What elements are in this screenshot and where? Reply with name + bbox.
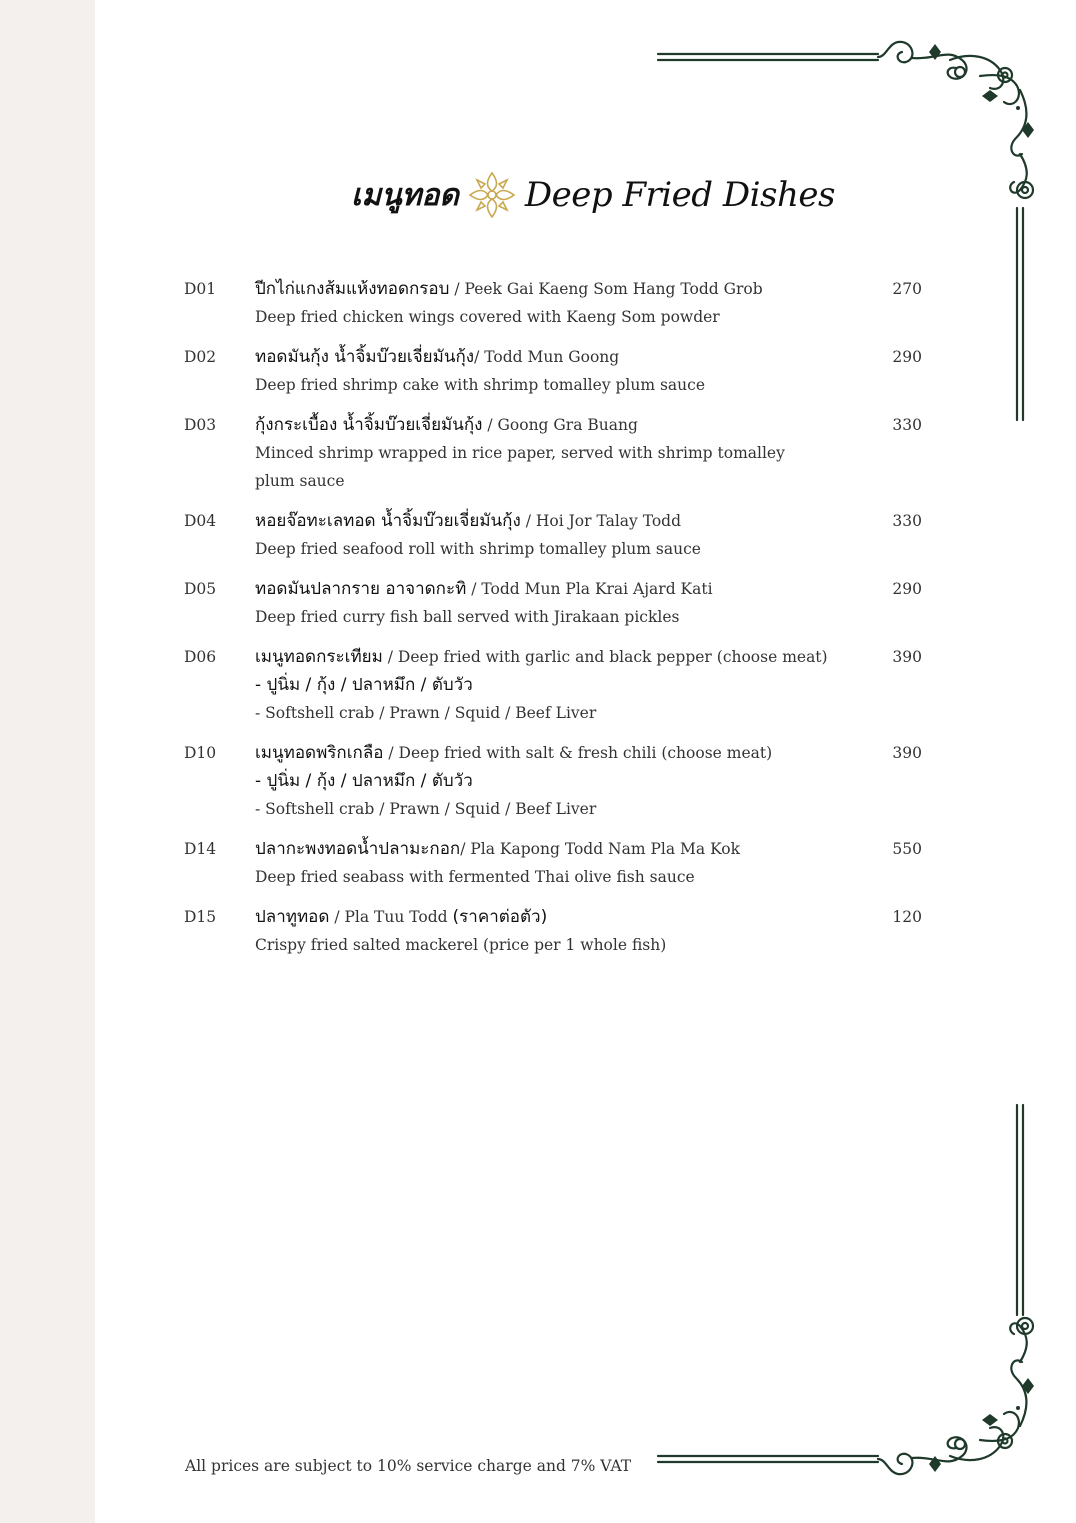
item-name: / Goong Gra Buang bbox=[482, 416, 638, 434]
menu-item bbox=[184, 343, 944, 401]
item-thai-name: กุ้งกระเบื้อง น้ำจิ้มบ๊วยเจี่ยมันกุ้ง bbox=[255, 415, 483, 435]
item-name: / Pla Kapong Todd Nam Pla Ma Kok bbox=[460, 840, 740, 858]
item-price: 390 bbox=[892, 744, 922, 762]
item-thai-options: - ปูนิ่ม / กุ้ง / ปลาหมึก / ตับวัว bbox=[255, 771, 473, 791]
item-description: Deep fried curry fish ball served with Jirakaan pickles bbox=[255, 608, 680, 626]
item-price: 270 bbox=[892, 280, 922, 298]
menu-item bbox=[184, 903, 944, 961]
item-description: Deep fried seabass with fermented Thai olive fish sauce bbox=[255, 868, 695, 886]
item-description: Deep fried seafood roll with shrimp tomalley plum sauce bbox=[255, 540, 701, 558]
item-code: D04 bbox=[184, 512, 217, 530]
thai-flower-icon bbox=[467, 170, 517, 220]
menu-item bbox=[184, 643, 944, 729]
item-price: 550 bbox=[892, 840, 922, 858]
item-price: 330 bbox=[892, 416, 922, 434]
item-price: 330 bbox=[892, 512, 922, 530]
item-thai-name: ปลาทูทอด bbox=[255, 907, 330, 927]
item-thai-name: หอยจ๊อทะเลทอด น้ำจิ้มบ๊วยเจี่ยมันกุ้ง bbox=[255, 511, 521, 531]
menu-item bbox=[184, 739, 944, 825]
item-code: D15 bbox=[184, 908, 217, 926]
item-price: 120 bbox=[892, 908, 922, 926]
item-code: D01 bbox=[184, 280, 217, 298]
menu-item bbox=[184, 835, 944, 893]
item-name: / Pla Tuu Todd bbox=[329, 908, 453, 926]
item-description: Deep fried shrimp cake with shrimp tomalley plum sauce bbox=[255, 376, 706, 394]
item-name: / Deep fried with garlic and black pepper (choose meat) bbox=[382, 648, 828, 666]
item-thai-name: เมนูทอดพริกเกลือ bbox=[255, 743, 384, 763]
item-description: - Softshell crab / Prawn / Squid / Beef Liver bbox=[255, 704, 597, 722]
item-description-cont: plum sauce bbox=[255, 472, 345, 490]
item-code: D03 bbox=[184, 416, 217, 434]
item-name: / Todd Mun Pla Krai Ajard Kati bbox=[466, 580, 713, 598]
item-thai-name: ปลากะพงทอดน้ำปลามะกอก bbox=[255, 839, 461, 859]
title-thai: เมนูทอด bbox=[351, 177, 459, 213]
item-price: 290 bbox=[892, 348, 922, 366]
page-title bbox=[0, 160, 1076, 230]
item-name: / Todd Mun Goong bbox=[474, 348, 620, 366]
menu-item bbox=[184, 275, 944, 333]
item-price: 390 bbox=[892, 648, 922, 666]
menu-item bbox=[184, 411, 944, 497]
item-name: / Hoi Jor Talay Todd bbox=[520, 512, 682, 530]
menu-item bbox=[184, 575, 944, 633]
item-description: - Softshell crab / Prawn / Squid / Beef Liver bbox=[255, 800, 597, 818]
item-description: Crispy fried salted mackerel (price per 1 whole fish) bbox=[255, 936, 667, 954]
item-thai-name: ทอดมันปลากราย อาจาดกะทิ bbox=[255, 579, 467, 599]
menu-list bbox=[184, 275, 944, 971]
item-code: D10 bbox=[184, 744, 217, 762]
item-code: D05 bbox=[184, 580, 217, 598]
item-thai-note: (ราคาต่อตัว) bbox=[452, 907, 548, 927]
item-thai-options: - ปูนิ่ม / กุ้ง / ปลาหมึก / ตับวัว bbox=[255, 675, 473, 695]
item-thai-name: ทอดมันกุ้ง น้ำจิ้มบ๊วยเจี่ยมันกุ้ง bbox=[255, 347, 475, 367]
item-description: Deep fried chicken wings covered with Kaeng Som powder bbox=[255, 308, 720, 326]
bottom-right-ornament bbox=[650, 1100, 1050, 1500]
item-thai-name: ปีกไก่แกงส้มแห้งทอดกรอบ bbox=[255, 279, 450, 299]
item-price: 290 bbox=[892, 580, 922, 598]
item-code: D14 bbox=[184, 840, 217, 858]
menu-item bbox=[184, 507, 944, 565]
title-english: Deep Fried Dishes bbox=[524, 175, 835, 215]
item-name: / Peek Gai Kaeng Som Hang Todd Grob bbox=[449, 280, 763, 298]
item-name: / Deep fried with salt & fresh chili (choose meat) bbox=[383, 744, 773, 762]
price-note: All prices are subject to 10% service charge and 7% VAT bbox=[185, 1457, 632, 1475]
item-code: D06 bbox=[184, 648, 217, 666]
item-thai-name: เมนูทอดกระเทียม bbox=[255, 647, 383, 667]
item-code: D02 bbox=[184, 348, 217, 366]
item-description: Minced shrimp wrapped in rice paper, served with shrimp tomalley bbox=[255, 444, 785, 462]
